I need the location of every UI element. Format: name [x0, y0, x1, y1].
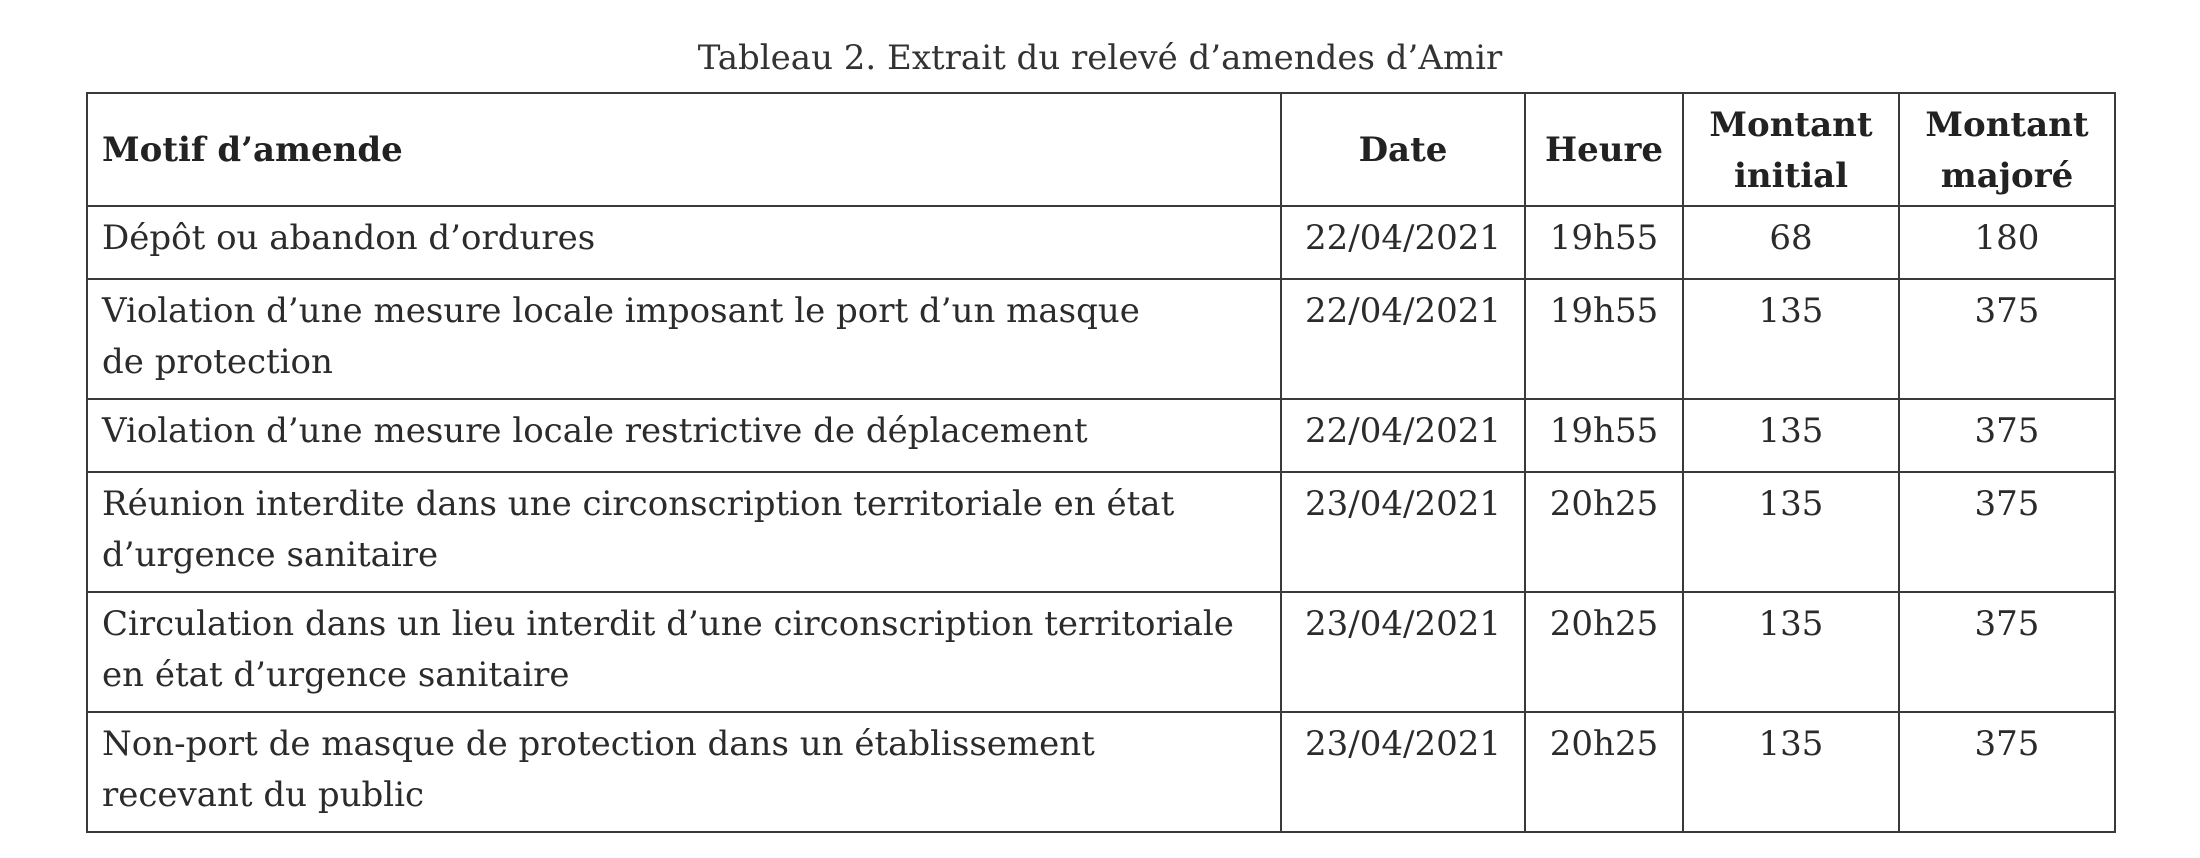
cell-montant-initial: 135 — [1683, 712, 1899, 832]
cell-motif — [87, 472, 1281, 592]
cell-heure: 20h25 — [1525, 592, 1683, 712]
table-row — [87, 592, 2115, 712]
cell-montant-majore: 180 — [1899, 206, 2115, 279]
header-montant-majore-line1: Montant — [1925, 104, 2089, 145]
header-date: Date — [1281, 93, 1525, 206]
cell-heure: 19h55 — [1525, 279, 1683, 399]
cell-montant-majore: 375 — [1899, 279, 2115, 399]
table-header-row — [87, 93, 2115, 206]
motif-line2: recevant du public — [102, 775, 425, 815]
cell-montant-majore: 375 — [1899, 592, 2115, 712]
table-caption: Tableau 2. Extrait du relevé d’amendes d’Amir — [697, 38, 1503, 78]
cell-date: 22/04/2021 — [1281, 279, 1525, 399]
cell-date: 23/04/2021 — [1281, 592, 1525, 712]
table-row — [87, 472, 2115, 592]
cell-montant-initial: 135 — [1683, 592, 1899, 712]
motif-line1: Réunion interdite dans une circonscription territoriale en état — [102, 484, 1175, 524]
motif-line1: Violation d’une mesure locale imposant le port d’un masque — [102, 291, 1140, 331]
cell-motif — [87, 399, 1281, 472]
table-row — [87, 712, 2115, 832]
motif-line2: d’urgence sanitaire — [102, 535, 439, 575]
cell-date: 22/04/2021 — [1281, 206, 1525, 279]
motif-line1: Non-port de masque de protection dans un établissement — [102, 724, 1095, 764]
cell-montant-initial: 68 — [1683, 206, 1899, 279]
cell-montant-initial: 135 — [1683, 399, 1899, 472]
table-row — [87, 206, 2115, 279]
motif-line1: Circulation dans un lieu interdit d’une circonscription territoriale — [102, 604, 1234, 644]
cell-montant-majore: 375 — [1899, 712, 2115, 832]
motif-line2: en état d’urgence sanitaire — [102, 655, 570, 695]
cell-motif — [87, 206, 1281, 279]
cell-motif — [87, 592, 1281, 712]
cell-montant-majore: 375 — [1899, 472, 2115, 592]
header-motif: Motif d’amende — [87, 93, 1281, 206]
table-row — [87, 399, 2115, 472]
cell-date: 22/04/2021 — [1281, 399, 1525, 472]
cell-heure: 19h55 — [1525, 399, 1683, 472]
header-montant-initial-line1: Montant — [1709, 104, 1873, 145]
cell-date: 23/04/2021 — [1281, 712, 1525, 832]
header-montant-majore — [1899, 93, 2115, 206]
cell-date: 23/04/2021 — [1281, 472, 1525, 592]
cell-motif — [87, 712, 1281, 832]
cell-heure: 20h25 — [1525, 712, 1683, 832]
motif-line2: de protection — [102, 342, 333, 382]
motif-line1: Violation d’une mesure locale restrictive de déplacement — [102, 411, 1088, 451]
motif-line1: Dépôt ou abandon d’ordures — [102, 218, 596, 258]
cell-motif — [87, 279, 1281, 399]
cell-montant-initial: 135 — [1683, 279, 1899, 399]
cell-heure: 19h55 — [1525, 206, 1683, 279]
header-montant-majore-line2: majoré — [1940, 155, 2074, 196]
fines-table — [86, 92, 2116, 833]
table-row — [87, 279, 2115, 399]
header-montant-initial — [1683, 93, 1899, 206]
cell-montant-majore: 375 — [1899, 399, 2115, 472]
header-heure: Heure — [1525, 93, 1683, 206]
header-montant-initial-line2: initial — [1733, 155, 1849, 196]
cell-montant-initial: 135 — [1683, 472, 1899, 592]
cell-heure: 20h25 — [1525, 472, 1683, 592]
